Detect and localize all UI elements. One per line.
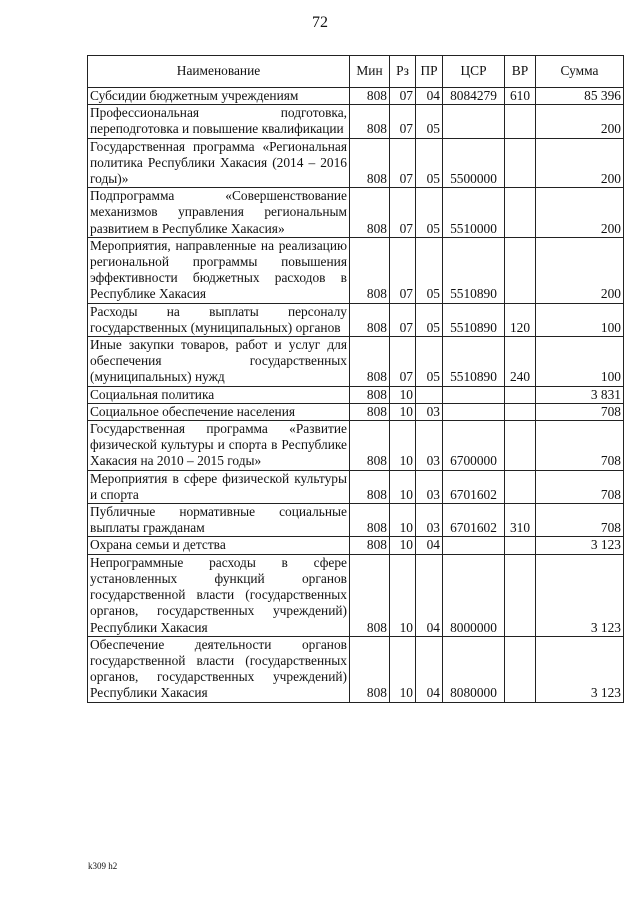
cell-vr xyxy=(505,636,536,702)
cell-min: 808 xyxy=(350,537,390,554)
cell-name: Социальная политика xyxy=(88,386,350,403)
header-vr: ВР xyxy=(505,56,536,88)
cell-min: 808 xyxy=(350,237,390,303)
cell-name: Охрана семьи и детства xyxy=(88,537,350,554)
cell-csr: 6700000 xyxy=(443,421,505,471)
cell-vr xyxy=(505,138,536,188)
cell-csr: 5510890 xyxy=(443,237,505,303)
cell-min: 808 xyxy=(350,636,390,702)
cell-csr: 5510890 xyxy=(443,337,505,387)
cell-sum: 708 xyxy=(536,403,624,420)
cell-csr: 8080000 xyxy=(443,636,505,702)
cell-vr: 310 xyxy=(505,504,536,537)
cell-csr: 6701602 xyxy=(443,504,505,537)
table-row xyxy=(88,504,624,537)
cell-pr: 04 xyxy=(416,554,443,636)
header-csr: ЦСР xyxy=(443,56,505,88)
table-row xyxy=(88,386,624,403)
cell-rz: 10 xyxy=(390,554,416,636)
cell-pr: 05 xyxy=(416,237,443,303)
table-row xyxy=(88,138,624,188)
cell-rz: 10 xyxy=(390,636,416,702)
cell-name: Мероприятия в сфере физической культуры и спорта xyxy=(88,470,350,503)
cell-min: 808 xyxy=(350,403,390,420)
table-row xyxy=(88,636,624,702)
cell-min: 808 xyxy=(350,504,390,537)
cell-name: Иные закупки товаров, работ и услуг для обеспечения государственных (муниципальных) нужд xyxy=(88,337,350,387)
cell-csr xyxy=(443,386,505,403)
cell-rz: 10 xyxy=(390,470,416,503)
cell-pr xyxy=(416,386,443,403)
cell-rz: 10 xyxy=(390,421,416,471)
cell-min: 808 xyxy=(350,303,390,336)
cell-rz: 07 xyxy=(390,138,416,188)
table-row xyxy=(88,237,624,303)
cell-sum: 200 xyxy=(536,237,624,303)
cell-csr: 8084279 xyxy=(443,88,505,105)
cell-min: 808 xyxy=(350,421,390,471)
cell-sum: 3 123 xyxy=(536,636,624,702)
cell-pr: 03 xyxy=(416,504,443,537)
cell-sum: 708 xyxy=(536,504,624,537)
cell-name: Подпрограмма «Совершенствование механизмов управления региональным развитием в Республике Хакасия» xyxy=(88,188,350,238)
cell-name: Непрограммные расходы в сфере установленных функций органов государственной власти (государственных органов, государственных учреждений) Республики Хакасия xyxy=(88,554,350,636)
cell-vr xyxy=(505,554,536,636)
cell-name: Расходы на выплаты персоналу государственных (муниципальных) органов xyxy=(88,303,350,336)
table-row xyxy=(88,88,624,105)
cell-name: Мероприятия, направленные на реализацию региональной программы повышения эффективности бюджетных расходов в Республике Хакасия xyxy=(88,237,350,303)
cell-csr: 8000000 xyxy=(443,554,505,636)
cell-vr xyxy=(505,105,536,138)
cell-name: Профессиональная подготовка, переподготовка и повышение квалификации xyxy=(88,105,350,138)
cell-pr: 05 xyxy=(416,337,443,387)
cell-pr: 04 xyxy=(416,88,443,105)
cell-csr xyxy=(443,537,505,554)
table-row xyxy=(88,105,624,138)
cell-csr xyxy=(443,403,505,420)
cell-pr: 05 xyxy=(416,138,443,188)
cell-min: 808 xyxy=(350,138,390,188)
table-row xyxy=(88,421,624,471)
cell-vr xyxy=(505,237,536,303)
cell-sum: 100 xyxy=(536,337,624,387)
footer-code: k309 h2 xyxy=(88,861,118,871)
cell-rz: 10 xyxy=(390,403,416,420)
cell-rz: 07 xyxy=(390,237,416,303)
cell-vr xyxy=(505,386,536,403)
cell-min: 808 xyxy=(350,105,390,138)
cell-vr xyxy=(505,403,536,420)
cell-name: Обеспечение деятельности органов государственной власти (государственных органов, государственных учреждений) Республики Хакасия xyxy=(88,636,350,702)
table-row xyxy=(88,337,624,387)
cell-vr xyxy=(505,421,536,471)
table-row xyxy=(88,554,624,636)
cell-name: Публичные нормативные социальные выплаты гражданам xyxy=(88,504,350,537)
cell-sum: 85 396 xyxy=(536,88,624,105)
cell-name: Социальное обеспечение населения xyxy=(88,403,350,420)
cell-vr xyxy=(505,537,536,554)
cell-rz: 07 xyxy=(390,303,416,336)
header-min: Мин xyxy=(350,56,390,88)
cell-pr: 05 xyxy=(416,188,443,238)
cell-vr xyxy=(505,470,536,503)
cell-name: Государственная программа «Развитие физической культуры и спорта в Республике Хакасия на 2010 – 2015 годы» xyxy=(88,421,350,471)
cell-sum: 708 xyxy=(536,421,624,471)
cell-sum: 200 xyxy=(536,105,624,138)
cell-rz: 10 xyxy=(390,537,416,554)
cell-rz: 07 xyxy=(390,337,416,387)
cell-name: Государственная программа «Региональная политика Республики Хакасия (2014 – 2016 годы)» xyxy=(88,138,350,188)
cell-sum: 200 xyxy=(536,188,624,238)
cell-pr: 04 xyxy=(416,636,443,702)
cell-sum: 100 xyxy=(536,303,624,336)
table-row xyxy=(88,470,624,503)
cell-vr xyxy=(505,188,536,238)
header-pr: ПР xyxy=(416,56,443,88)
table-row xyxy=(88,303,624,336)
cell-sum: 200 xyxy=(536,138,624,188)
cell-pr: 04 xyxy=(416,537,443,554)
cell-sum: 708 xyxy=(536,470,624,503)
header-name: Наименование xyxy=(88,56,350,88)
cell-pr: 03 xyxy=(416,421,443,471)
cell-csr: 6701602 xyxy=(443,470,505,503)
cell-pr: 05 xyxy=(416,105,443,138)
cell-min: 808 xyxy=(350,337,390,387)
header-rz: Рз xyxy=(390,56,416,88)
cell-vr: 240 xyxy=(505,337,536,387)
cell-rz: 07 xyxy=(390,88,416,105)
table-row xyxy=(88,403,624,420)
cell-pr: 03 xyxy=(416,470,443,503)
cell-csr: 5510890 xyxy=(443,303,505,336)
cell-csr: 5510000 xyxy=(443,188,505,238)
cell-rz: 07 xyxy=(390,188,416,238)
cell-min: 808 xyxy=(350,188,390,238)
cell-csr xyxy=(443,105,505,138)
cell-rz: 10 xyxy=(390,386,416,403)
table-header-row xyxy=(88,56,624,88)
cell-sum: 3 831 xyxy=(536,386,624,403)
table-row xyxy=(88,537,624,554)
cell-sum: 3 123 xyxy=(536,537,624,554)
cell-name: Субсидии бюджетным учреждениям xyxy=(88,88,350,105)
cell-vr: 610 xyxy=(505,88,536,105)
cell-pr: 03 xyxy=(416,403,443,420)
cell-vr: 120 xyxy=(505,303,536,336)
page-number: 72 xyxy=(312,14,328,31)
budget-table xyxy=(87,55,624,703)
cell-rz: 10 xyxy=(390,504,416,537)
cell-min: 808 xyxy=(350,470,390,503)
header-sum: Сумма xyxy=(536,56,624,88)
cell-rz: 07 xyxy=(390,105,416,138)
cell-min: 808 xyxy=(350,88,390,105)
cell-sum: 3 123 xyxy=(536,554,624,636)
cell-csr: 5500000 xyxy=(443,138,505,188)
table-row xyxy=(88,188,624,238)
cell-min: 808 xyxy=(350,554,390,636)
cell-min: 808 xyxy=(350,386,390,403)
cell-pr: 05 xyxy=(416,303,443,336)
